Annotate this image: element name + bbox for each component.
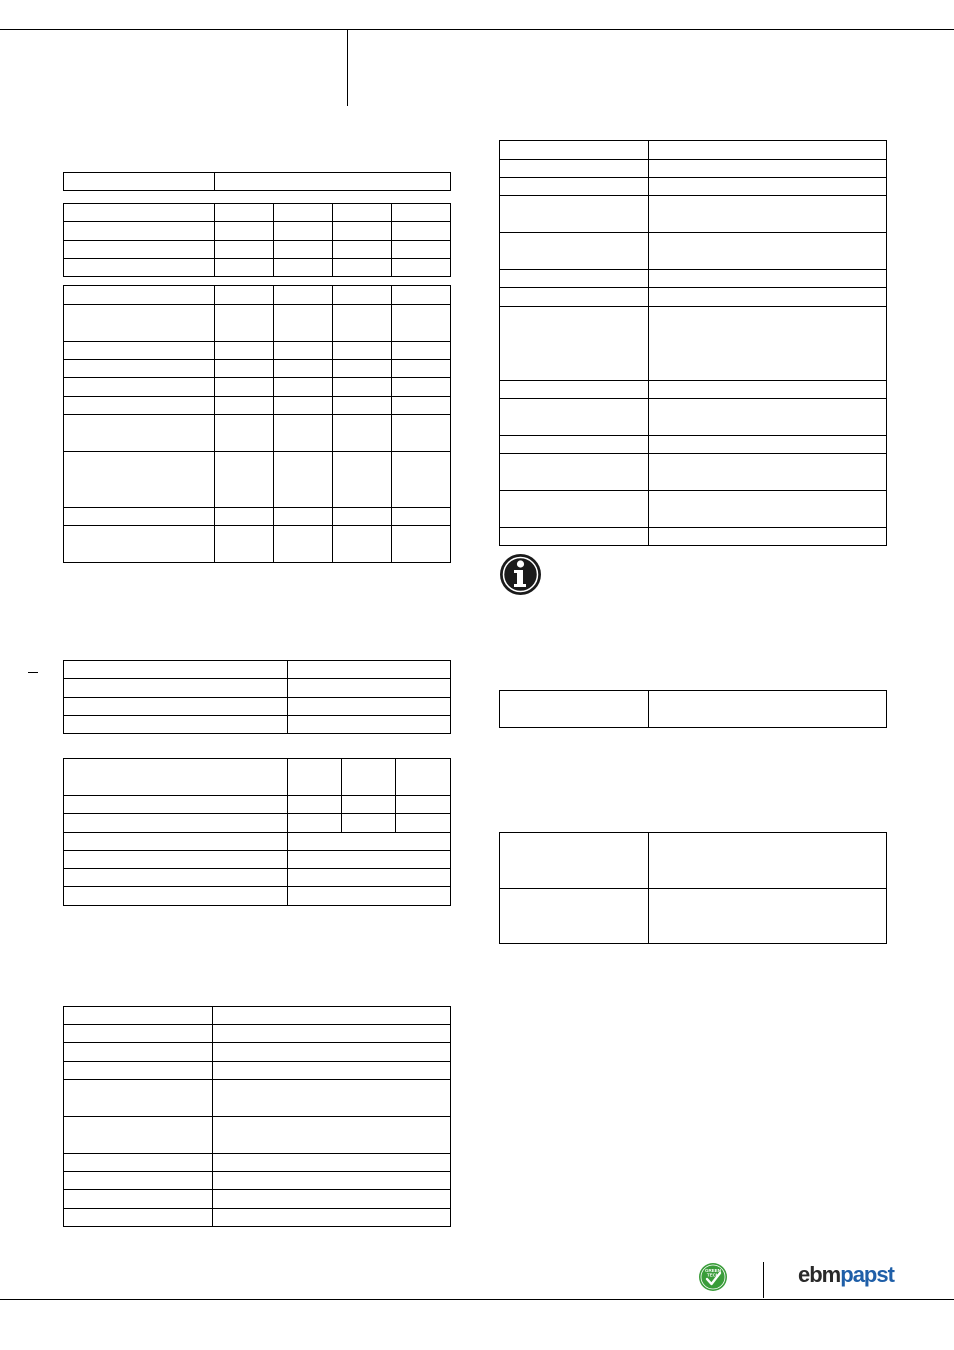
header-divider bbox=[347, 29, 348, 106]
header-rule bbox=[0, 29, 954, 30]
table-right-1 bbox=[499, 140, 887, 546]
info-icon bbox=[499, 553, 542, 596]
badge-text-line1: GREEN bbox=[704, 1268, 722, 1273]
footer-rule bbox=[0, 1299, 954, 1300]
table-right-3 bbox=[499, 832, 887, 944]
table-left-5 bbox=[63, 758, 451, 906]
table-left-4 bbox=[63, 660, 451, 734]
table-left-6 bbox=[63, 1006, 451, 1227]
table-left-1 bbox=[63, 172, 451, 191]
margin-dash bbox=[28, 672, 38, 673]
brand-logo-part1: ebm bbox=[798, 1262, 841, 1287]
footer-divider bbox=[763, 1262, 764, 1298]
table-left-3 bbox=[63, 285, 451, 563]
brand-logo bbox=[798, 1262, 894, 1288]
badge-text-line2: TECH bbox=[706, 1272, 720, 1278]
table-right-2 bbox=[499, 690, 887, 728]
table-left-2 bbox=[63, 203, 451, 277]
brand-logo-part2: papst bbox=[840, 1262, 894, 1287]
green-tech-badge-icon bbox=[698, 1262, 728, 1292]
